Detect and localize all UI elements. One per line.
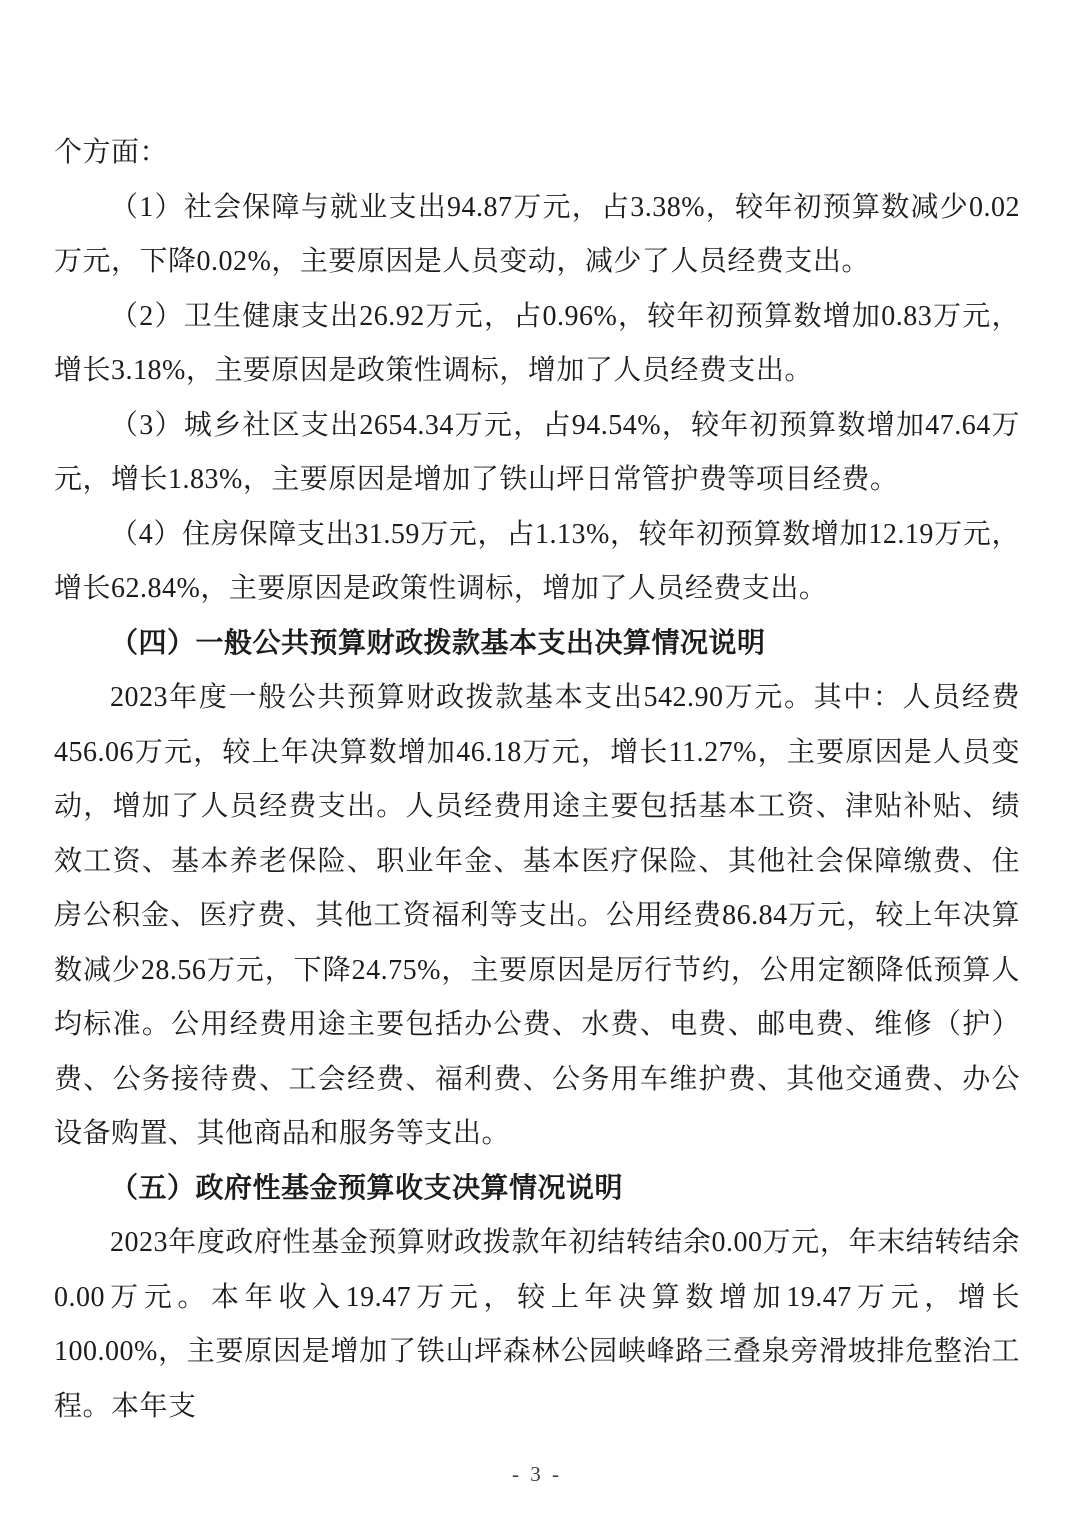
para-item-4-housing: （4）住房保障支出31.59万元，占1.13%，较年初预算数增加12.19万元，增长62.84%，主要原因是政策性调标，增加了人员经费支出。 — [54, 518, 1020, 604]
page-number: - 3 - — [512, 1462, 562, 1486]
heading-section-5-gov-fund-budget: （五）政府性基金预算收支决算情况说明 — [110, 1172, 624, 1204]
document-body — [54, 126, 1020, 1434]
heading-section-4-basic-expenditure: （四）一般公共预算财政拨款基本支出决算情况说明 — [110, 627, 766, 659]
para-section-4-body: 2023年度一般公共预算财政拨款基本支出542.90万元。其中：人员经费456.06万元，较上年决算数增加46.18万元，增长11.27%，主要原因是人员变动，增加了人员经费支出。人员经费用途主要包括基本工资、津贴补贴、绩效工资、基本养老保险、职业年金、基本医疗保险、其他社会保障缴费、住房公积金、医疗费、其他工资福利等支出。公用经费86.84万元，较上年决算数减少28.56万元，下降24.75%，主要原因是厉行节约，公用定额降低预算人均标准。公用经费用途主要包括办公费、水费、电费、邮电费、维修（护）费、公务接待费、工会经费、福利费、公务用车维护费、其他交通费、办公设备购置、其他商品和服务等支出。 — [54, 682, 1020, 1149]
para-continuation: 个方面： — [54, 137, 169, 168]
para-item-3-urban-rural-community: （3）城乡社区支出2654.34万元，占94.54%，较年初预算数增加47.64万元，增长1.83%，主要原因是增加了铁山坪日常管护费等项目经费。 — [54, 409, 1020, 495]
para-section-5-body: 2023年度政府性基金预算财政拨款年初结转结余0.00万元，年末结转结余0.00万元。本年收入19.47万元，较上年决算数增加19.47万元，增长100.00%，主要原因是增加了铁山坪森林公园峡峰路三叠泉旁滑坡排危整治工程。本年支 — [54, 1227, 1020, 1422]
para-item-2-health: （2）卫生健康支出26.92万元，占0.96%，较年初预算数增加0.83万元，增长3.18%，主要原因是政策性调标，增加了人员经费支出。 — [54, 300, 1020, 386]
para-item-1-social-security: （1）社会保障与就业支出94.87万元，占3.38%，较年初预算数减少0.02万元，下降0.02%，主要原因是人员变动，减少了人员经费支出。 — [54, 191, 1020, 277]
